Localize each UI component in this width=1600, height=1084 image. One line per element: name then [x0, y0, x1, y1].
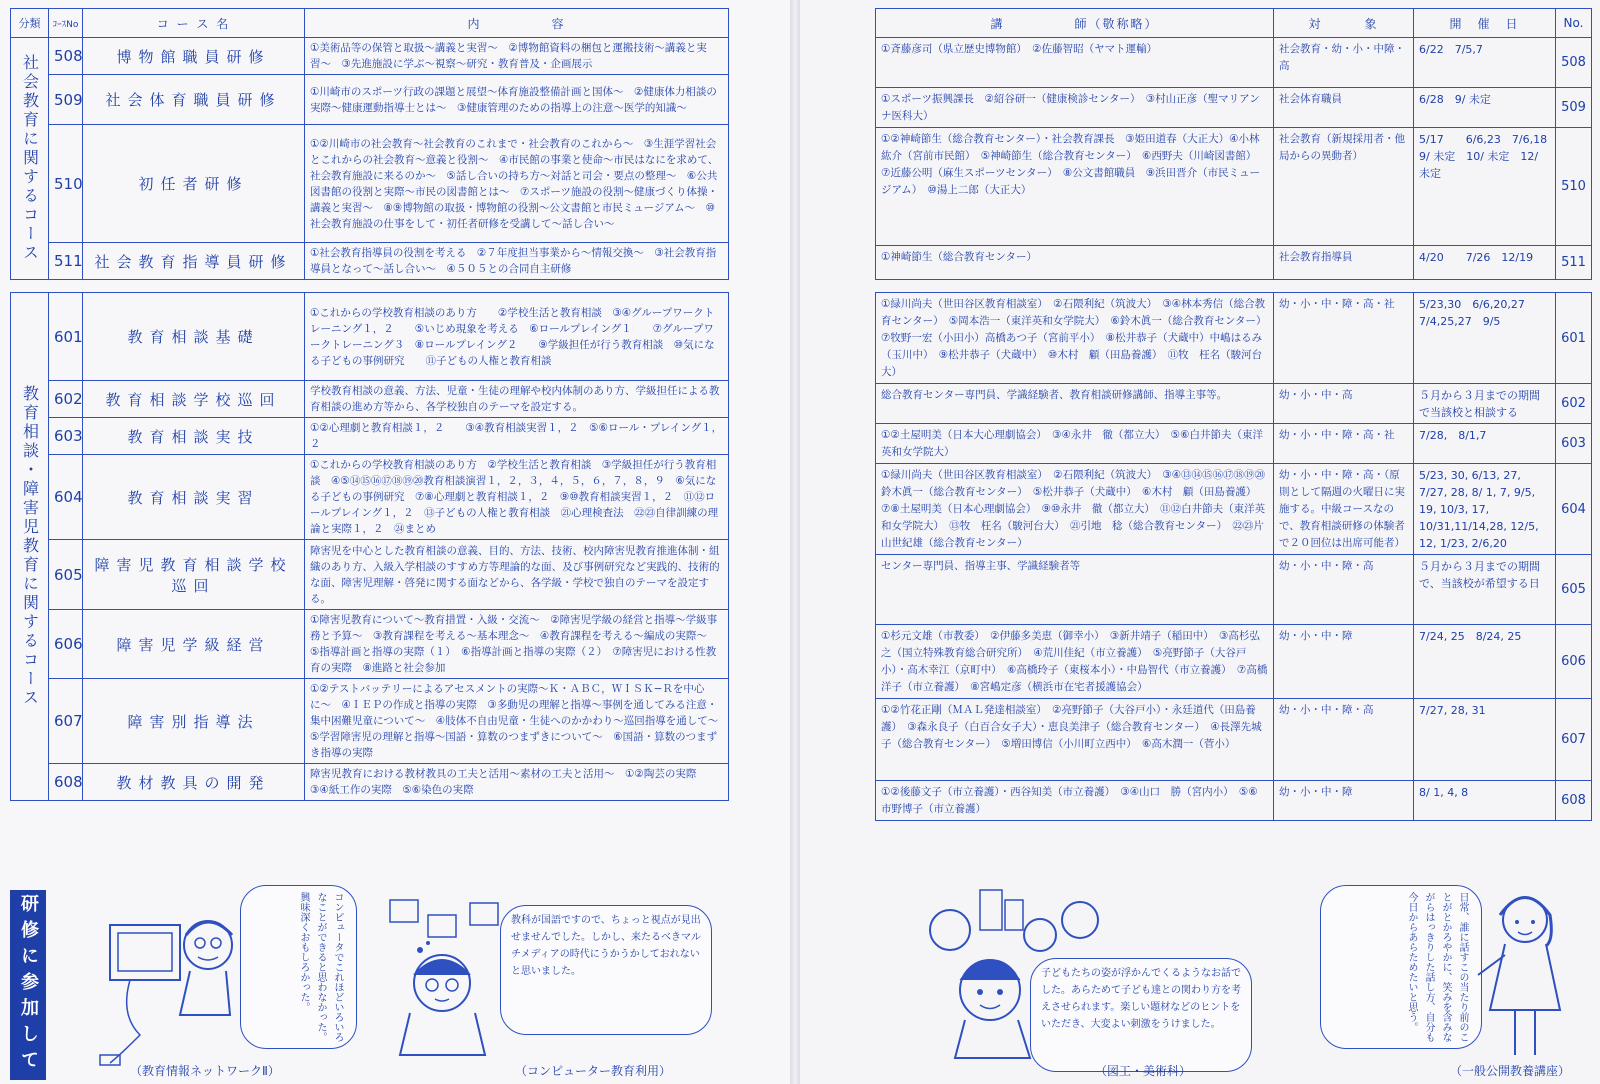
course-row [11, 75, 729, 125]
course-row [11, 418, 729, 455]
lecturer-cell: ①緑川尚夫（世田谷区教育相談室） ②石隈利紀（筑波大） ③④⑬⑭⑮⑯⑰⑱⑲⑳鈴木眞一（総合教育センター） ⑤松井恭子（犬蔵中） ⑥木村 顧（田島養護） ⑦⑧土屋明美（日本心理劇協会） ⑨⑩永井 徹（都立大） ⑪⑫白井節夫（東洋英和女学院大） ⑬牧 枉名（駿河台大） ㉑引地 稔（総合教育センター） ㉒㉓片山世紀雄（総合教育センター） [876, 464, 1274, 555]
course-number: 607 [49, 679, 83, 764]
course-content: 学校教育相談の意義、方法、児童・生徒の理解や校内体制のあり方、学級担任による教育相談の進め方等から、各学校独自のテーマを設定する。 [305, 381, 729, 418]
row-number: 608 [1556, 781, 1592, 821]
course-name: 社会教育指導員研修 [83, 243, 305, 280]
course-name: 障害児教育相談学校巡回 [83, 540, 305, 610]
course-row [11, 293, 729, 381]
category-label: 教育相談・障害児教育に関するコース [11, 293, 49, 801]
lecturer-cell: ①神崎節生（総合教育センター） [876, 246, 1274, 280]
row-number: 604 [1556, 464, 1592, 555]
course-row [11, 243, 729, 280]
lecturer-cell: ①②土屋明美（日本大心理劇協会） ③④永井 徹（都立大） ⑤⑥白井節夫（東洋英和女学院大） [876, 424, 1274, 464]
course-content: ①②心理劇と教育相談１，２ ③④教育相談実習１，２ ⑤⑥ロール・プレイング１，２ [305, 418, 729, 455]
row-number: 607 [1556, 699, 1592, 781]
lecturer-row [876, 625, 1592, 699]
lecturer-table-2 [875, 292, 1592, 821]
lecturer-row [876, 384, 1592, 424]
row-number: 606 [1556, 625, 1592, 699]
lecturer-row [876, 781, 1592, 821]
course-number: 608 [49, 764, 83, 801]
row-number: 510 [1556, 128, 1592, 246]
course-content: ①②テストバッテリーによるアセスメントの実際〜Ｋ・ＡＢＣ，ＷＩＳＫ−Ｒを中心に〜 ④ＩＥＰの作成と指導の実際 ③多動児の理解と指導〜事例を通してみる注意・集中困難児童について〜 ④肢体不自由児童・生徒へのかかわり〜巡回指導を通して〜 ⑤学習障害児の理解と指導〜国語・算数のつまずきについて〜 ⑥国語・算数のつまずき指導の実際 [305, 679, 729, 764]
date-cell: 4/20 7/26 12/19 [1414, 246, 1556, 280]
course-row [11, 125, 729, 243]
target-cell: 幼・小・中・高 [1274, 384, 1414, 424]
target-cell: 社会体育職員 [1274, 88, 1414, 128]
course-content: ①これからの学校教育相談のあり方 ②学校生活と教育相談 ③学級担任が行う教育相談 ④⑤⑭⑮⑯⑰⑱⑲⑳教育相談演習１，２，３，４，５，６，７，８，９ ⑥気になる子どもの事例研究 ⑦⑧心理劇と教育相談１，２ ⑨⑩教育相談実習１，２ ⑪⑫ロールプレイング１，２ ⑬子どもの人権と教育相談 ㉑心理検査法 ㉒㉓自律訓練の理論と実際１，２ ㉔まとめ [305, 455, 729, 540]
row-number: 603 [1556, 424, 1592, 464]
course-number: 601 [49, 293, 83, 381]
lecturer-cell: ①②竹花正剛（ＭＡＬ発達相談室） ②亮野節子（大谷戸小）・永廷道代（田島養護） ③森永良子（白百合女子大）・恵良美津子（総合教育センター） ④長澤先城子（総合教育センター） ⑤増田博信（小川町立西中） ⑥高木潤一（菅小） [876, 699, 1274, 781]
row-number: 602 [1556, 384, 1592, 424]
category-label: 社会教育に関するコース [11, 38, 49, 280]
header-content: 内 容 [305, 9, 729, 38]
course-name: 教育相談基礎 [83, 293, 305, 381]
header-course-no: ｺｰｽNo [49, 9, 83, 38]
target-cell: 幼・小・中・障 [1274, 625, 1414, 699]
course-number: 602 [49, 381, 83, 418]
lecturer-row [876, 128, 1592, 246]
lecturer-cell: ①スポーツ振興課長 ②紹谷研一（健康検診センター） ③村山正彦（聖マリアンナ医科大） [876, 88, 1274, 128]
course-name: 社会体育職員研修 [83, 75, 305, 125]
date-cell: 5/23, 30, 6/13, 27, 7/27, 28, 8/ 1, 7, 9/5, 19, 10/3, 17, 10/31,11/14,28, 12/5, 12, 1/23, 2/6,20 [1414, 464, 1556, 555]
lecturer-cell: ①斉藤彦司（県立歴史博物館） ②佐藤智昭（ヤマト運輸） [876, 38, 1274, 88]
lecturer-cell: センター専門員、指導主事、学識経験者等 [876, 555, 1274, 625]
lecturer-row [876, 293, 1592, 384]
woman-speaker-illustration [1470, 880, 1580, 1060]
course-content: ①障害児教育について〜教育措置・入級・交流〜 ②障害児学級の経営と指導〜学級事務と予算〜 ③教育課程を考える〜基本理念〜 ④教育課程を考える〜編成の実際〜 ⑤指導計画と指導の実際（１） ⑥指導計画と指導の実際（２） ⑦障害児における性教育の実際 ⑧進路と社会参加 [305, 610, 729, 679]
lecturer-row [876, 38, 1592, 88]
course-row [11, 764, 729, 801]
course-number: 604 [49, 455, 83, 540]
caption-2: （コンピューター教育利用） [515, 1064, 672, 1078]
date-cell: 8/ 1, 4, 8 [1414, 781, 1556, 821]
lecturer-row [876, 246, 1592, 280]
caption-3: （図工・美術科） [1095, 1064, 1192, 1078]
course-number: 603 [49, 418, 83, 455]
course-number: 508 [49, 38, 83, 75]
lecturer-cell: 総合教育センター専門員、学識経験者、教育相談研修講師、指導主事等。 [876, 384, 1274, 424]
course-content: ①川崎市のスポーツ行政の課題と展望〜体育施設整備計画と国体〜 ②健康体力相談の実際〜健康運動指導士とは〜 ③健康管理のための指導上の注意〜医学的知識〜 [305, 75, 729, 125]
date-cell: 5/17 6/6,23 7/6,18 9/ 未定 10/ 未定 12/ 未定 [1414, 128, 1556, 246]
header-category: 分類 [11, 9, 49, 38]
target-cell: 幼・小・中・障 [1274, 781, 1414, 821]
header-no: No. [1556, 9, 1592, 38]
course-row [11, 679, 729, 764]
header-lecturer: 講 師（敬称略） [876, 9, 1274, 38]
course-name: 障害児学級経営 [83, 610, 305, 679]
lecturer-table-header [876, 9, 1592, 38]
target-cell: 幼・小・中・障・高 [1274, 699, 1414, 781]
course-name: 教育相談実習 [83, 455, 305, 540]
course-content: ①美術品等の保管と取扱〜講義と実習〜 ②博物館資料の梱包と運搬技術〜講義と実習〜 ③先進施設に学ぶ〜視察〜研究・教育普及・企画展示 [305, 38, 729, 75]
lecturer-row [876, 88, 1592, 128]
course-number: 510 [49, 125, 83, 243]
course-content: ①これからの学校教育相談のあり方 ②学校生活と教育相談 ③④グループワークトレーニング１，２ ⑤いじめ現象を考える ⑥ロールプレイング１ ⑦グループワークトレーニング３ ⑧ロールプレイング２ ⑨学級担任が行う教育相談 ⑩気になる子どもの事例研究 ⑪子どもの人権と教育相談 [305, 293, 729, 381]
header-date: 開 催 日 [1414, 9, 1556, 38]
target-cell: 社会教育（新規採用者・他局からの異動者） [1274, 128, 1414, 246]
course-number: 509 [49, 75, 83, 125]
target-cell: 社会教育指導員 [1274, 246, 1414, 280]
course-name: 博物館職員研修 [83, 38, 305, 75]
row-number: 601 [1556, 293, 1592, 384]
comment-bubble-3: 子どもたちの姿が浮かんでくるようなお話でした。あらためて子ども達との関わり方を考えさせられます。楽しい題材などのヒントをいただき、大変よい刺激をうけました。 [1030, 958, 1252, 1072]
row-number: 511 [1556, 246, 1592, 280]
course-row [11, 381, 729, 418]
lecturer-row [876, 424, 1592, 464]
course-name: 教育相談学校巡回 [83, 381, 305, 418]
comment-bubble-2: 教科が国語ですので、ちょっと視点が見出せませんでした。しかし、来たるべきマルチメディアの時代にうかうかしておれないと思いました。 [500, 905, 712, 1035]
course-row [11, 540, 729, 610]
date-cell: 5/23,30 6/6,20,27 7/4,25,27 9/5 [1414, 293, 1556, 384]
lecturer-cell: ①②後藤文子（市立養護）・西谷知美（市立養護） ③④山口 勝（宮内小） ⑤⑥市野博子（市立養護） [876, 781, 1274, 821]
row-number: 509 [1556, 88, 1592, 128]
course-number: 605 [49, 540, 83, 610]
course-table [10, 8, 729, 280]
date-cell: 7/24, 25 8/24, 25 [1414, 625, 1556, 699]
course-table-header [11, 9, 729, 38]
course-name: 教育相談実技 [83, 418, 305, 455]
course-content: ①②川崎市の社会教育〜社会教育のこれまで・社会教育のこれから〜 ③生涯学習社会とこれからの社会教育〜意義と役割〜 ④市民館の事業と使命〜市民はなにを求めて、社会教育施設に来るのか〜 ⑤話し合いの持ち方〜対話と司会・要点の整理〜 ⑥公共図書館の役割と実際〜市民の図書館とは〜 ⑦スポーツ施設の役割〜健康づくり体操・講義と実習〜 ⑧⑨博物館の取扱・博物館の役割〜公文書館と市民ミュージアム〜 ⑩社会教育施設の仕事をして・初任者研修を受講して〜話し合い〜 [305, 125, 729, 243]
book-spine [790, 0, 800, 1084]
course-name: 障害別指導法 [83, 679, 305, 764]
course-name: 教材教具の開発 [83, 764, 305, 801]
lecturer-cell: ①緑川尚夫（世田谷区教育相談室） ②石隈利紀（筑波大） ③④林本秀信（総合教育センター） ⑤岡本浩一（東洋英和女学院大） ⑥鈴木眞一（総合教育センター） ⑦牧野一宏（小田小）高橋あつ子（宮前平小） ⑧松井恭子（犬蔵中）中嶋はるみ（玉川中） ⑨松井恭子（犬蔵中） ⑩木村 顧（田島養護） ⑪牧 枉名（駿河台大） [876, 293, 1274, 384]
comment-bubble-1: コンピュータでこれほどいろいろなことができると思わなかった。興味深くおもしろかった。 [240, 885, 357, 1049]
caption-4: （一般公開教養講座） [1450, 1064, 1571, 1078]
date-cell: 7/28, 8/1,7 [1414, 424, 1556, 464]
row-number: 605 [1556, 555, 1592, 625]
date-cell: ５月から３月までの期間で当該校と相談する [1414, 384, 1556, 424]
comment-bubble-4: 日常、誰に話すこの当たり前のことがとかろやかに、笑みを含みながらはっきりした話し方、自分も今日からあらためたいと思う。 [1320, 885, 1482, 1049]
lecturer-row [876, 464, 1592, 555]
course-number: 511 [49, 243, 83, 280]
date-cell: 7/27, 28, 31 [1414, 699, 1556, 781]
lecturer-row [876, 555, 1592, 625]
lecturer-row [876, 699, 1592, 781]
course-row [11, 38, 729, 75]
target-cell: 幼・小・中・障・高・社 [1274, 293, 1414, 384]
date-cell: 6/28 9/ 未定 [1414, 88, 1556, 128]
computer-person-illustration [90, 895, 260, 1070]
course-content: ①社会教育指導員の役割を考える ②７年度担当事業から〜情報交換〜 ③社会教育指導員となって〜話し合い〜 ④５０５との合同自主研修 [305, 243, 729, 280]
section-badge: 研修に参加して [10, 890, 46, 1080]
course-table-2 [10, 292, 729, 801]
date-cell: 6/22 7/5,7 [1414, 38, 1556, 88]
header-course-name: コ ー ス 名 [83, 9, 305, 38]
target-cell: 幼・小・中・障・高 [1274, 555, 1414, 625]
target-cell: 社会教育・幼・小・中障・高 [1274, 38, 1414, 88]
course-content: 障害児教育における教材教具の工夫と活用〜素材の工夫と活用〜 ①②陶芸の実際 ③④紙工作の実際 ⑤⑥染色の実際 [305, 764, 729, 801]
course-number: 606 [49, 610, 83, 679]
course-row [11, 455, 729, 540]
lecturer-table [875, 8, 1592, 280]
course-name: 初任者研修 [83, 125, 305, 243]
target-cell: 幼・小・中・障・高・（原則として隔週の火曜日に実施する。中級コースなので、教育相談研修の体験者で２０回位は出席可能者） [1274, 464, 1414, 555]
header-target: 対 象 [1274, 9, 1414, 38]
course-row [11, 610, 729, 679]
caption-1: （教育情報ネットワークⅡ） [130, 1064, 280, 1078]
target-cell: 幼・小・中・障・高・社 [1274, 424, 1414, 464]
date-cell: ５月から３月までの期間で、当該校が希望する日 [1414, 555, 1556, 625]
lecturer-cell: ①杉元文雄（市教委） ②伊藤多美恵（御幸小） ③新井靖子（稲田中） ③高杉弘之（国立特殊教育総合研究所） ④荒川佳紀（市立養護） ⑤亮野節子（大谷戸小）・高木幸江（京町中） ⑥高橋玲子（東桜本小）・中島智代（市立養護） ⑦高橋洋子（市立養護） ⑧宮嶋定彦（横浜市在宅者援護協会） [876, 625, 1274, 699]
course-content: 障害児を中心とした教育相談の意義、目的、方法、技術、校内障害児教育推進体制・組織のあり方、入級入学相談のすすめ方等理論的な面、及び事例研究など実践的、技術的な面、障害児理解・啓発に関する面などから、各学級・学校で独自のテーマを設定する。 [305, 540, 729, 610]
lecturer-cell: ①②神崎節生（総合教育センター）・社会教育課長 ③姫田道春（大正大）④小林紘介（宮前市民館） ⑤神崎節生（総合教育センター） ⑥西野夫（川崎図書館） ⑦近藤公明（麻生スポーツセンター） ⑧公文書館職員 ⑨浜田晋介（市民ミュージアム） ⑩湯上二郎（大正大） [876, 128, 1274, 246]
teacher-computer-illustration [380, 895, 510, 1060]
row-number: 508 [1556, 38, 1592, 88]
